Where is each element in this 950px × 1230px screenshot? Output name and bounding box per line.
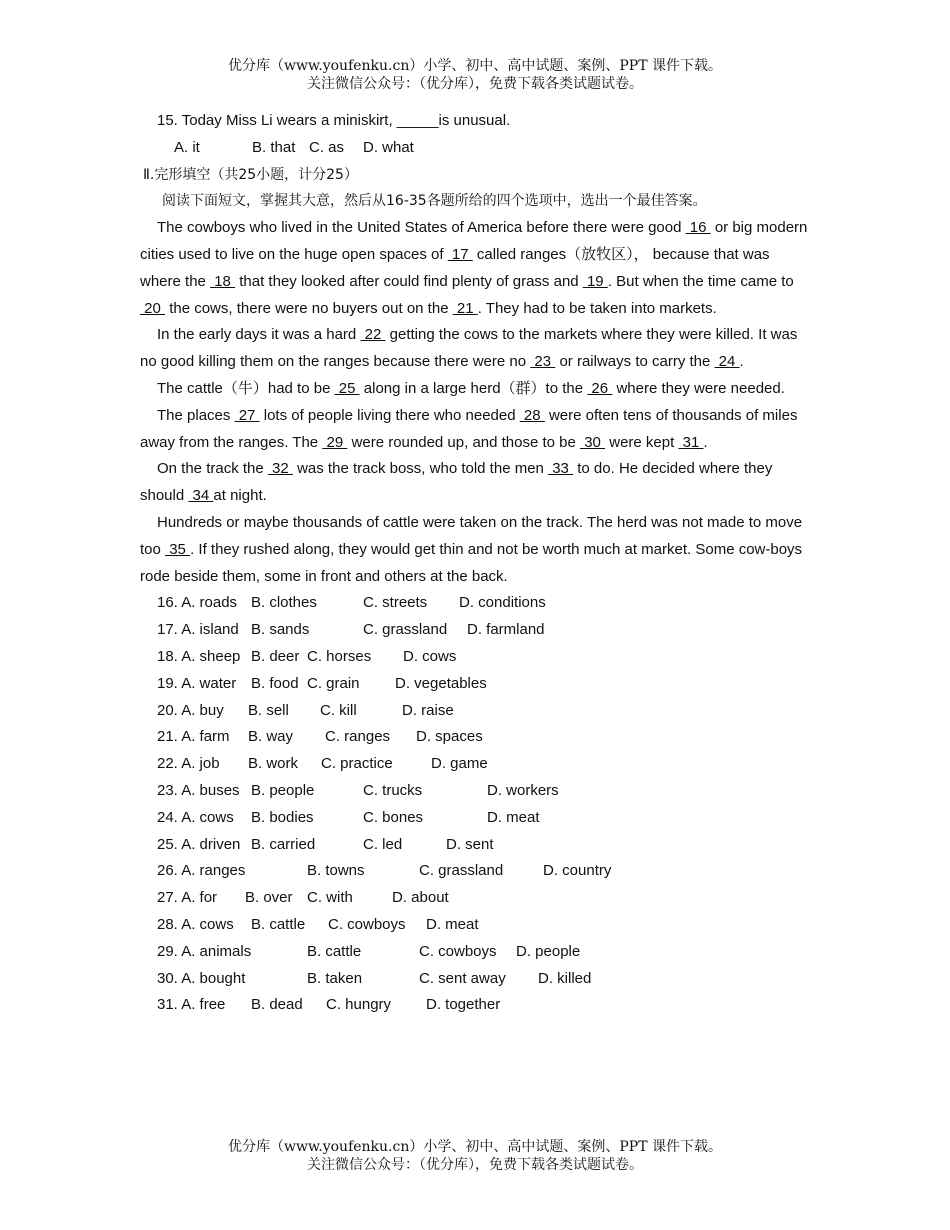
passage-paragraph-6: [140, 510, 812, 590]
option-d: D. sent: [446, 835, 494, 853]
option-c: C. ranges: [325, 728, 391, 746]
option-c: C. cowboys: [419, 942, 497, 960]
option-d: D. together: [426, 996, 501, 1014]
option-b: B. work: [248, 755, 299, 773]
option-a: 22. A. job: [157, 755, 220, 773]
option-a: 30. A. bought: [157, 969, 246, 987]
passage-paragraph-2: [140, 322, 812, 376]
option-b: B. food: [251, 674, 299, 692]
footer-line-2: 关注微信公众号：（优分库），免费下载各类试题试卷。: [307, 1157, 643, 1173]
answer-blank: 35: [165, 540, 191, 558]
option-d: D. country: [543, 862, 612, 880]
passage-paragraph-3: [140, 376, 812, 403]
option-b: B. cattle: [251, 915, 306, 933]
option-d: D. meat: [487, 808, 540, 826]
answer-blank: 25: [334, 379, 360, 397]
option-c: C. bones: [363, 808, 424, 826]
header-line-1: 优分库（www.youfenku.cn）小学、初中、高中试题、案例、PPT 课件下载。: [227, 58, 722, 74]
option-b: B. clothes: [251, 594, 317, 612]
option-c: C. grain: [307, 674, 360, 692]
answer-blank: 30: [580, 433, 606, 451]
answer-blank: 18: [210, 272, 236, 290]
option-d: D. game: [431, 755, 488, 773]
passage-text: that they looked after could find plenty of grass and: [235, 272, 583, 290]
question-25-options: [140, 832, 812, 859]
passage-text: . But when the time came to: [607, 272, 794, 290]
question-20-options: [140, 698, 812, 725]
answer-blank: 23: [530, 353, 556, 371]
question-18-options: [140, 644, 812, 671]
option-a: 28. A. cows: [157, 915, 234, 933]
question-29-options: [140, 939, 812, 966]
option-c: C. hungry: [326, 996, 392, 1014]
question-21-options: [140, 724, 812, 751]
option-b: B. over: [245, 889, 293, 907]
option-b: B. sell: [248, 701, 289, 719]
option-a: 24. A. cows: [157, 808, 234, 826]
passage-text: The cowboys who lived in the United States of America before there were good: [157, 219, 686, 237]
answer-blank: 24: [714, 353, 740, 371]
question-30-options: [140, 966, 812, 993]
passage-text: or railways to carry the: [555, 353, 715, 371]
passage-text: along in a large herd（群）to the: [359, 379, 588, 397]
option-c: C. trucks: [363, 781, 423, 799]
option-c: C. as: [309, 138, 345, 156]
question-23-options: [140, 778, 812, 805]
passage-text: were kept: [605, 433, 679, 451]
option-a: 21. A. farm: [157, 728, 230, 746]
option-c: C. sent away: [419, 969, 506, 987]
question-28-options: [140, 912, 812, 939]
option-d: D. conditions: [459, 594, 546, 612]
option-a: 31. A. free: [157, 996, 226, 1014]
option-d: D. cows: [403, 647, 457, 665]
answer-blank: 29: [322, 433, 348, 451]
page-footer: [0, 1138, 950, 1174]
passage-text: were rounded up, and those to be: [347, 433, 581, 451]
answer-blank: 28: [519, 406, 545, 424]
passage-paragraph-4: [140, 403, 812, 457]
option-a: 16. A. roads: [157, 594, 238, 612]
option-d: D. meat: [426, 915, 479, 933]
passage-text: to do. He decided where they should: [140, 460, 773, 505]
passage-text: were often tens of thousands of miles away from the ranges. The: [140, 406, 798, 451]
question-15-options: [140, 135, 812, 162]
option-c: C. grassland: [419, 862, 504, 880]
option-c: C. streets: [363, 594, 428, 612]
question-24-options: [140, 805, 812, 832]
question-31-options: [140, 992, 812, 1019]
passage-text: or big modern cities used to live on the huge open spaces of: [140, 219, 808, 263]
option-d: D. farmland: [467, 621, 545, 639]
option-d: D. killed: [538, 969, 592, 987]
answer-blank: 19: [582, 272, 608, 290]
answer-blank: 21: [452, 299, 478, 317]
option-b: B. carried: [251, 835, 316, 853]
option-a: A. it: [174, 138, 200, 156]
passage-text: was the track boss, who told the men: [292, 460, 549, 478]
passage-text: Hundreds or maybe thousands of cattle were taken on the track. The herd was not made to move too: [140, 513, 803, 558]
option-c: C. led: [363, 835, 403, 853]
header-line-2: 关注微信公众号：（优分库），免费下载各类试题试卷。: [307, 76, 643, 92]
question-27-options: [140, 885, 812, 912]
passage-paragraph-5: [140, 456, 812, 510]
option-b: B. deer: [251, 647, 300, 665]
option-a: 26. A. ranges: [157, 862, 246, 880]
passage-text: . If they rushed along, they would get thin and not be worth much at market. Some cow-boys rode beside them, some in front and others at the back.: [140, 540, 803, 585]
question-19-options: [140, 671, 812, 698]
answer-blank: 33: [548, 460, 574, 478]
option-b: B. dead: [251, 996, 303, 1014]
option-a: 27. A. for: [157, 889, 218, 907]
option-a: 19. A. water: [157, 674, 237, 692]
option-b: B. that: [252, 138, 296, 156]
option-b: B. way: [248, 728, 294, 746]
option-a: 29. A. animals: [157, 942, 252, 960]
answer-blank: 20: [140, 299, 166, 317]
passage-text: at night.: [213, 487, 267, 505]
option-c: C. grassland: [363, 621, 448, 639]
option-b: B. bodies: [251, 808, 314, 826]
option-b: B. towns: [307, 862, 365, 880]
question-16-options: [140, 590, 812, 617]
passage-text: the cows, there were no buyers out on the: [165, 299, 453, 317]
passage-text: The cattle（牛）had to be: [157, 379, 335, 397]
option-c: C. horses: [307, 647, 372, 665]
section-title: Ⅱ.完形填空（共25小题，计分25）: [143, 166, 358, 183]
section-instruction: 阅读下面短文，掌握其大意，然后从16-35各题所给的四个选项中，选出一个最佳答案。: [162, 193, 707, 210]
option-c: C. kill: [320, 701, 357, 719]
passage-text: .: [739, 353, 744, 371]
question-26-options: [140, 858, 812, 885]
passage-text: where they were needed.: [612, 379, 785, 397]
answer-blank: 34: [188, 487, 214, 505]
option-d: D. about: [392, 889, 449, 907]
options-list: [140, 590, 812, 1019]
question-22-options: [140, 751, 812, 778]
passage-paragraph-1: [140, 215, 812, 322]
option-a: 17. A. island: [157, 621, 239, 639]
passage-text: getting the cows to the markets where they were killed. It was no good killing them on the ranges because there were no: [140, 326, 798, 371]
option-c: C. practice: [321, 755, 393, 773]
option-c: C. cowboys: [328, 915, 406, 933]
option-b: B. cattle: [307, 942, 362, 960]
answer-blank: 22: [360, 326, 386, 344]
page-header: [0, 57, 950, 93]
option-a: 18. A. sheep: [157, 647, 241, 665]
option-d: D. raise: [402, 701, 454, 719]
option-b: B. sands: [251, 621, 310, 639]
passage-text: called ranges（放牧区）， because that was where the: [140, 245, 770, 290]
option-c: C. with: [307, 889, 353, 907]
option-b: B. taken: [307, 969, 363, 987]
question-15-stem: 15. Today Miss Li wears a miniskirt, _____is unusual.: [157, 112, 511, 129]
footer-line-1: 优分库（www.youfenku.cn）小学、初中、高中试题、案例、PPT 课件下载。: [227, 1139, 722, 1155]
option-b: B. people: [251, 781, 315, 799]
option-a: 20. A. buy: [157, 701, 224, 719]
option-d: D. what: [363, 138, 414, 156]
document-body: [140, 108, 812, 1019]
answer-blank: 26: [587, 379, 613, 397]
answer-blank: 16: [685, 219, 711, 237]
answer-blank: 32: [267, 460, 293, 478]
passage-text: lots of people living there who needed: [259, 406, 520, 424]
answer-blank: 27: [234, 406, 260, 424]
option-d: D. vegetables: [395, 674, 487, 692]
answer-blank: 31: [678, 433, 704, 451]
option-a: 25. A. driven: [157, 835, 241, 853]
passage-text: In the early days it was a hard: [157, 326, 361, 344]
passage-text: On the track the: [157, 460, 268, 478]
answer-blank: 17: [447, 245, 473, 263]
question-17-options: [140, 617, 812, 644]
option-d: D. workers: [487, 781, 559, 799]
option-d: D. spaces: [416, 728, 483, 746]
passage-text: .: [703, 433, 708, 451]
passage-text: . They had to be taken into markets.: [477, 299, 717, 317]
passage-text: The places: [157, 406, 235, 424]
option-a: 23. A. buses: [157, 781, 240, 799]
option-d: D. people: [516, 942, 581, 960]
